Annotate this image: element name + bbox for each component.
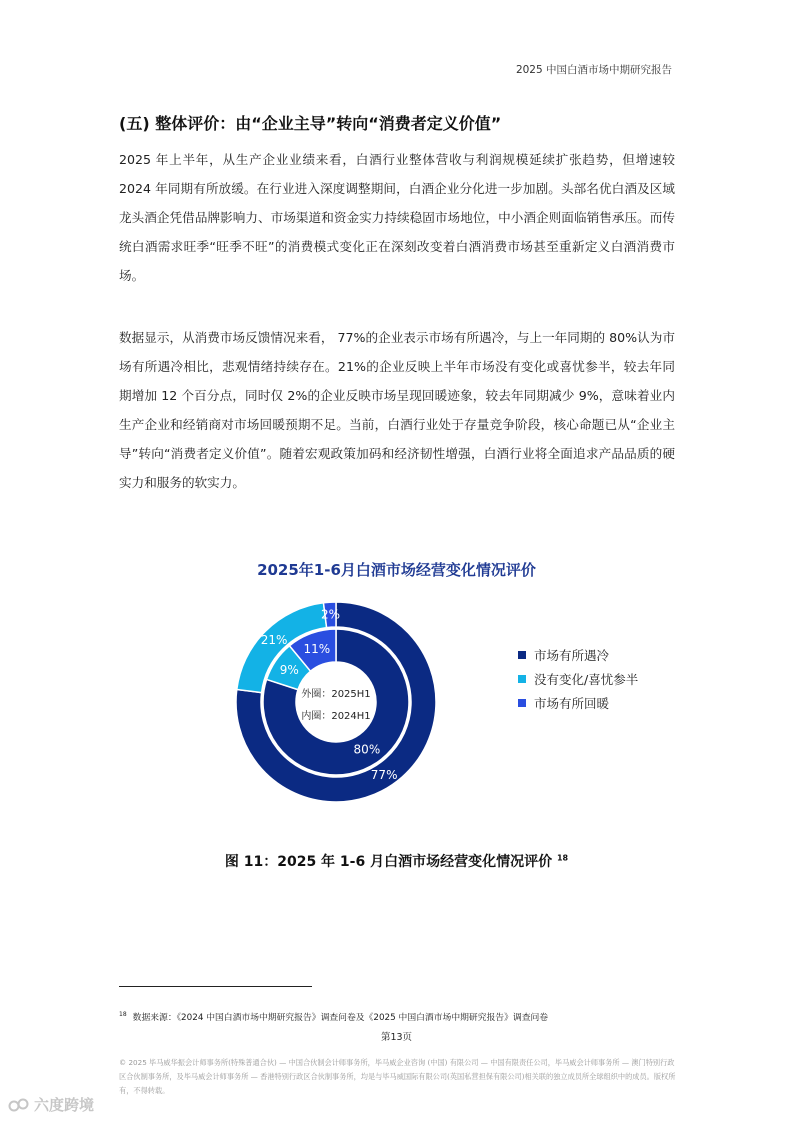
- donut-label-inner-warm: 11%: [303, 641, 331, 656]
- figure-caption: [0, 851, 793, 871]
- donut-label-inner-mixed: 9%: [279, 663, 299, 678]
- legend-label-cold: 市场有所遇冷: [534, 648, 610, 663]
- copyright-notice: © 2025 毕马威华振会计师事务所(特殊普通合伙) — 中国合伙制会计师事务所，毕马威企业咨询 (中国) 有限公司 — 中国有限责任公司，毕马威会计师事务所 — 澳门特别行政区合伙制事务所，及毕马威会计师事务所 — 香港特别行政区合伙制事务所，均是与毕马威国际有限公司(英国私营担保有限公司)相关联的独立成员所全球组织中的成员。版权所有，不得转载。: [119, 1058, 676, 1095]
- donut-label-outer-mixed: 21%: [260, 633, 288, 648]
- page-number: 第13页: [380, 1032, 413, 1043]
- legend-swatch-cold: [518, 651, 526, 659]
- figure-caption-footnote-ref: 18: [556, 853, 569, 863]
- legend-swatch-warm: [518, 699, 526, 707]
- donut-chart: [200, 590, 472, 814]
- donut-label-inner-cold: 80%: [353, 742, 381, 757]
- report-header-title: 2025 中国白酒市场中期研究报告: [515, 64, 672, 76]
- section-title: (五) 整体评价：由“企业主导”转向“消费者定义价值”: [119, 114, 502, 133]
- legend-swatch-mixed: [518, 675, 526, 683]
- footnote-text: 数据来源：《2024 中国白酒市场中期研究报告》调查问卷及《2025 中国白酒市场中期研究报告》调查问卷: [132, 1013, 549, 1023]
- legend-label-mixed: 没有变化/喜忧参半: [534, 672, 639, 687]
- footnote: [119, 1010, 699, 1023]
- chart-title: 2025年1-6月白酒市场经营变化情况评价: [257, 561, 536, 579]
- body-paragraph-2: 数据显示，从消费市场反馈情况来看， 77%的企业表示市场有所遇冷，与上一年同期的 80%认为市场有所遇冷相比，悲观情绪持续存在。21%的企业反映上半年市场没有变化或喜忧参半，较去年同期增加 12 个百分点，同时仅 2%的企业反映市场呈现回暖迹象，较去年同期减少 9%，意味着业内生产企业和经销商对市场回暖预期不足。当前，白酒行业处于存量竞争阶段，核心命题已从“企业主导”转向“消费者定义价值”。随着宏观政策加码和经济韧性增强，白酒行业将全面追求产品品质的硬实力和服务的软实力。: [119, 330, 675, 490]
- donut-slices: [236, 602, 436, 802]
- logo-icon: [8, 1097, 30, 1113]
- body-paragraph-1: 2025 年上半年，从生产企业业绩来看，白酒行业整体营收与利润规模延续扩张趋势，但增速较 2024 年同期有所放缓。在行业进入深度调整期间，白酒企业分化进一步加剧。头部名优白酒及区域龙头酒企凭借品牌影响力、市场渠道和资金实力持续稳固市场地位，中小酒企则面临销售承压。而传统白酒需求旺季“旺季不旺”的消费模式变化正在深刻改变着白酒消费市场甚至重新定义白酒消费市场。: [119, 152, 675, 283]
- donut-label-outer-warm: 2%: [320, 607, 341, 622]
- legend-label-warm: 市场有所回暖: [534, 696, 610, 711]
- footnote-number: 18: [119, 1011, 127, 1019]
- watermark: [8, 1094, 94, 1115]
- center-label-inner: 内圈：2024H1: [301, 711, 371, 722]
- donut-label-outer-cold: 77%: [370, 768, 398, 783]
- legend-item-cold: [518, 643, 638, 667]
- legend-item-warm: [518, 691, 638, 715]
- chart-legend: [518, 643, 638, 715]
- watermark-text: 六度跨境: [34, 1096, 95, 1114]
- figure-caption-text: 图 11：2025 年 1-6 月白酒市场经营变化情况评价: [224, 854, 553, 870]
- center-label-outer: 外圈：2025H1: [301, 689, 371, 700]
- footnote-divider: [119, 986, 312, 987]
- legend-item-mixed: [518, 667, 638, 691]
